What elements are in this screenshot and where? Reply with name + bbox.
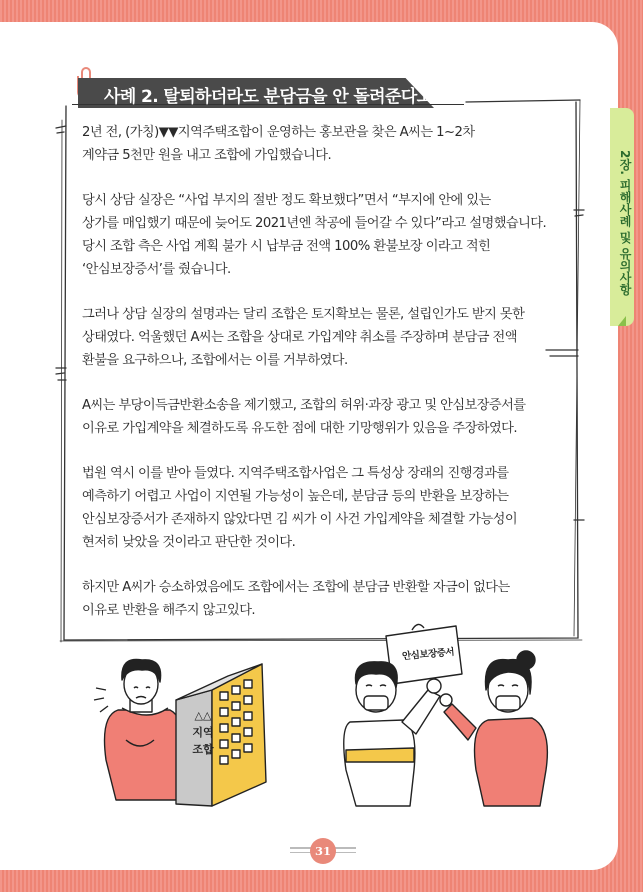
building-label	[183, 707, 223, 758]
case-title: 사례 2. 탈퇴하더라도 분담금을 안 돌려준다고?	[104, 87, 442, 107]
text-line: 그러나 상담 실장의 설명과는 달리 조합은 토지확보는 물론, 설립인가도 받지 못한	[82, 307, 525, 322]
text-line: 예측하기 어렵고 사업이 지연될 가능성이 높은데, 분담금 등의 반환을 보장하는	[82, 489, 509, 504]
chapter-tab-label: 2장. 피해사례 및 유의사항	[618, 150, 632, 296]
page-number: 31	[310, 838, 336, 864]
certificate-sign-label: 안심보장증서	[401, 646, 455, 663]
text-line: 하지만 A씨가 승소하였음에도 조합에서는 조합에 분담금 반환할 자금이 없다는	[82, 580, 510, 595]
text-line: 2년 전, (가칭)▼▼지역주택조합이 운영하는 홍보관을 찾은 A씨는 1~2차	[82, 125, 475, 140]
building-label-line: 지역	[192, 726, 214, 739]
text-line: 법원 역시 이를 받아 들였다. 지역주택조합사업은 그 특성상 장래의 진행경과를	[82, 466, 509, 481]
text-line: A씨는 부당이득금반환소송을 제기했고, 조합의 허위·과장 광고 및 안심보장증서를	[82, 398, 526, 413]
masked-man-illustration	[344, 662, 441, 806]
text-line: 이유로 반환을 해주지 않고있다.	[82, 603, 256, 618]
worried-man-illustration	[94, 659, 183, 800]
text-line: ‘안심보장증서’를 줬습니다.	[82, 262, 231, 277]
text-line: 계약금 5천만 원을 내고 조합에 가입했습니다.	[82, 148, 332, 163]
text-line: 현저히 낮았을 것이라고 판단한 것이다.	[82, 535, 296, 550]
text-line: 이유로 가입계약을 체결하도록 유도한 점에 대한 기망행위가 있음을 주장하였다.	[82, 421, 518, 436]
text-line: 환불을 요구하으나, 조합에서는 이를 거부하였다.	[82, 353, 348, 368]
text-line: 당시 조합 측은 사업 계획 불가 시 납부금 전액 100% 환불보장 이라고 적힌	[82, 239, 491, 254]
text-line: 상가를 매입했기 때문에 늦어도 2021년엔 착공에 들어갈 수 있다”라고 설명했습니다.	[82, 216, 547, 231]
text-line: 안심보장증서가 존재하지 않았다면 김 씨가 이 사건 가입계약을 체결할 가능성이	[82, 512, 518, 527]
text-line: 당시 상담 실장은 “사업 부지의 절반 정도 확보했다”면서 “부지에 안에 있는	[82, 193, 491, 208]
text-line: 상태였다. 억울했던 A씨는 조합을 상대로 가입계약 취소를 주장하며 분담금 전액	[82, 330, 517, 345]
page-number-badge	[290, 838, 356, 864]
building-label-line: △△	[194, 709, 212, 722]
building-label-line: 조합	[192, 743, 214, 756]
